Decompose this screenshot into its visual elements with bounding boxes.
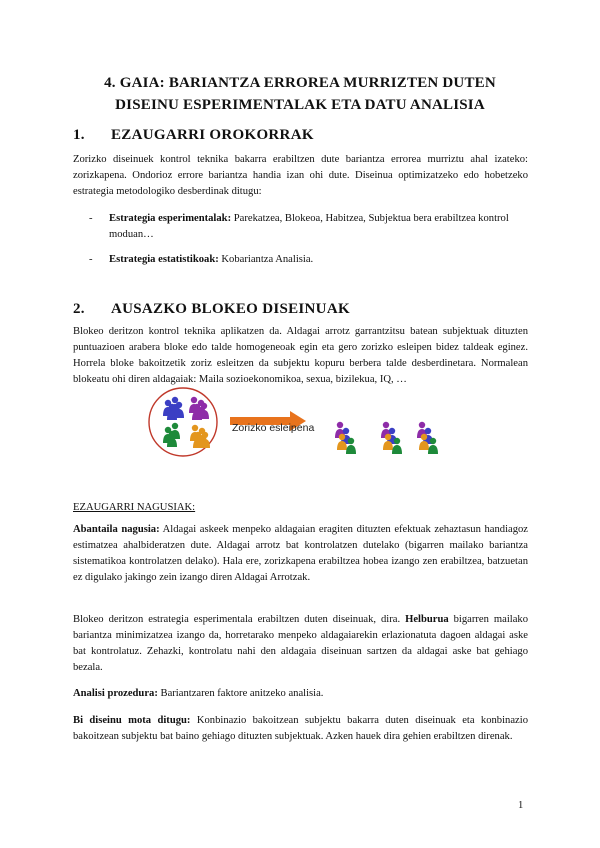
- section-2-heading: [73, 301, 350, 318]
- assigned-group-3-icon: [417, 422, 438, 454]
- section-2-title: AUSAZKO BLOKEO DISEINUAK: [111, 301, 350, 317]
- advantage-paragraph: [73, 522, 528, 586]
- page-title: [60, 72, 540, 116]
- orange-group-icon: [190, 425, 210, 448]
- title-line-2: DISEINU ESPERIMENTALAK ETA DATU ANALISIA: [115, 97, 485, 113]
- bullet-item: [89, 211, 529, 243]
- assigned-group-1-icon: [335, 422, 356, 454]
- analysis-text: Bariantzaren faktore anitzeko analisia.: [157, 688, 324, 699]
- advantage-text: Aldagai askeek menpeko aldagaian eragiten dituzten efektuak zehaztasun handiagoz estimatzea ahalbideratzen dute. Aldagai arrotz bat kontrolatzen dutelako (bigarren mailako bariantza sistematikoa kontrolatzen delako). Hala ere, zorizkapena erabiltzea hobea izango zen erabiltzea, batzuetan ez digulako jakingo zein izango diren Aldagai Arrotzak.: [73, 524, 529, 583]
- section-2-number: 2.: [73, 301, 85, 317]
- section-1-number: 1.: [73, 127, 85, 143]
- goal-post-text: bigarren mailako bariantza minimizatzea izango da, horretarako menpeko aldagaiarekin erlazionatuta dagoen aldagai aske bat kontrolatuz. Zehazki, kontrolatu nahi den aldagaia diseinuan sartzen da aldagai aske bat gehiago bezala.: [73, 614, 528, 673]
- green-group-icon: [163, 423, 180, 447]
- section-2-paragraph: Blokeo deritzon kontrol teknika aplikatzen da. Aldagai arrotz garrantzitsu batean subjektuak dituzten puntuazioen arabera bloke edo talde homogeneoak egin eta gero zorizko esleipen bidez taldeak eginez. Horrela bloke bakoitzetik zoriz esleitzen da subjektu kopuru berbera talde desberdinetara. Normalean blokeatu ohi diren aldagaiak: Maila sozioekonomikoa, sexua, bizilekua, IQ, …: [73, 326, 528, 385]
- figure-arrow-label: Zorizko esleipena: [232, 422, 315, 434]
- design-types-text: Konbinazio bakoitzean subjektu bakarra duten diseinuak eta konbinazio bakoitzean subjektu bat baino gehiago dituzten subjektuak. Azken hauek dira gehien erabiltzen direnak.: [73, 715, 528, 742]
- section-1-paragraph: Zorizko diseinuek kontrol teknika bakarra erabiltzen dute bariantza errorea murriztu ahal izateko: zorizkapena. Ondorioz errore bariantza handia izan ohi dute. Diseinua optimizatzeko edo hobetzeko estrategia metodologiko desberdinak ditugu:: [73, 154, 528, 197]
- goal-paragraph: [73, 612, 528, 676]
- bullet-label: Estrategia estatistikoak:: [109, 254, 219, 265]
- analysis-label: Analisi prozedura:: [73, 688, 158, 699]
- bullet-text: Kobariantza Analisia.: [218, 254, 314, 265]
- bullet-dash: -: [89, 254, 93, 265]
- design-types-label: Bi diseinu mota ditugu:: [73, 715, 191, 726]
- purple-group-icon: [189, 397, 209, 420]
- title-line-1: 4. GAIA: BARIANTZA ERROREA MURRIZTEN DUTEN: [104, 75, 496, 91]
- bullet-text: Parekatzea, Blokeoa, Habitzea, Subjektua bera erabiltzea kontrol moduan…: [109, 213, 509, 240]
- page-number: 1: [518, 800, 524, 811]
- design-types-paragraph: [73, 713, 528, 745]
- analysis-paragraph: [73, 686, 528, 702]
- goal-label: Helburua: [405, 614, 449, 625]
- bullet-item: [89, 252, 529, 268]
- assigned-group-2-icon: [381, 422, 402, 454]
- blue-group-icon: [163, 397, 184, 420]
- goal-pre-text: Blokeo deritzon estrategia esperimentala erabiltzen duten diseinuak, dira.: [73, 614, 406, 625]
- advantage-label: Abantaila nagusia:: [73, 524, 160, 535]
- section-1-heading: [73, 127, 314, 144]
- bullet-dash: -: [89, 213, 93, 224]
- bullet-label: Estrategia esperimentalak:: [109, 213, 232, 224]
- section-1-title: EZAUGARRI OROKORRAK: [111, 127, 314, 143]
- features-heading: EZAUGARRI NAGUSIAK:: [73, 502, 196, 513]
